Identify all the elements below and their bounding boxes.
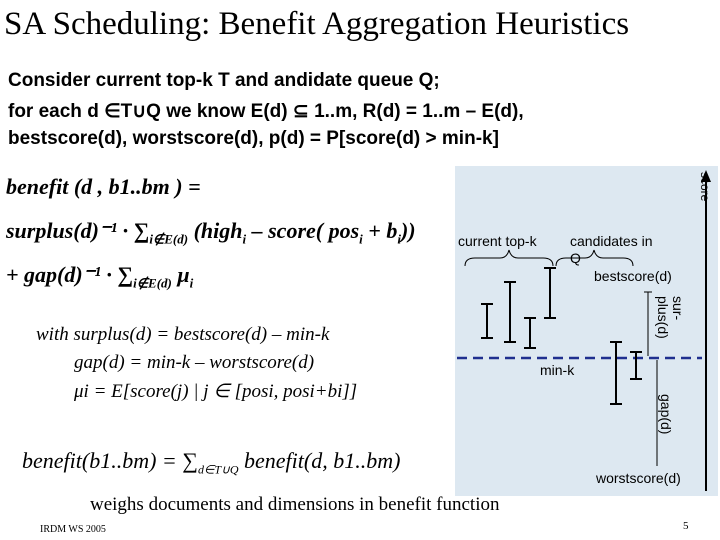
mu-definition: μi = E[score(j) | j ∈ [posi, posi+bi]] [74, 381, 358, 402]
bottom-statement: weighs documents and dimensions in benefit function [90, 494, 500, 515]
high-term: (high [193, 218, 243, 243]
intro-line-3: bestscore(d), worstscore(d), p(d) = P[score(d) > min-k] [8, 128, 499, 149]
gap-label: gap(d) [658, 394, 674, 435]
footer-course: IRDM WS 2005 [40, 524, 106, 535]
page-number: 5 [683, 520, 689, 532]
mu-term: μ [177, 262, 190, 287]
intro-line-1: Consider current top-k T and andidate queue Q; [8, 70, 440, 91]
score-term: – score( pos [246, 218, 360, 243]
surplus-label-1: sur- [670, 296, 686, 321]
benefit-formula-line-3 [6, 262, 193, 291]
interval-bar-4 [544, 268, 556, 318]
interval-bar-5 [610, 342, 622, 404]
pos-index: i [359, 231, 363, 247]
worstscore-label: worstscore(d) [596, 470, 681, 486]
min-k-label: min-k [540, 362, 575, 378]
gap-term: + gap(d)⁻¹ · ∑ [6, 262, 134, 287]
surplus-label-2: plus(d) [655, 296, 671, 339]
benefit-formula-line-2 [6, 218, 416, 247]
interval-bar-1 [481, 304, 493, 338]
total-benefit-right: benefit(d, b1..bm) [244, 448, 401, 473]
top-k-label: current top-k [458, 233, 537, 249]
total-benefit-sum-index: d∈T∪Q [197, 462, 239, 477]
closing-parens: )) [400, 218, 416, 243]
gap-definition: gap(d) = min-k – worstscore(d) [74, 352, 315, 373]
surplus-definition: with surplus(d) = bestscore(d) – min-k [36, 324, 330, 345]
benefit-formula-line-1 [6, 174, 201, 200]
gap-sum-index: i∉E(d) [133, 275, 172, 291]
b-index: i [397, 231, 401, 247]
surplus-term: surplus(d)⁻¹ · ∑ [6, 218, 150, 243]
high-index: i [242, 231, 247, 247]
candidates-label-2: Q [570, 250, 581, 266]
mu-index: i [189, 275, 194, 291]
interval-bar-3 [524, 318, 536, 348]
bestscore-label: bestscore(d) [594, 268, 672, 284]
total-benefit-formula [22, 448, 400, 477]
score-diagram [455, 166, 720, 496]
candidates-label-1: candidates in [570, 233, 653, 249]
interval-bar-2 [504, 282, 516, 342]
top-k-brace [465, 250, 553, 266]
total-benefit-left: benefit(b1..bm) = ∑ [22, 448, 198, 473]
interval-bar-6 [630, 352, 642, 379]
benefit-formula-text: benefit (d , b1..bm ) = [6, 174, 201, 199]
score-axis-label: score [698, 172, 712, 202]
surplus-sum-index: i∉E(d) [149, 231, 189, 247]
b-term: + b [362, 218, 398, 243]
candidates-brace [556, 250, 633, 266]
slide-title: SA Scheduling: Benefit Aggregation Heuristics [4, 6, 630, 42]
intro-line-2: for each d ∈T∪Q we know E(d) ⊆ 1..m, R(d) = 1..m – E(d), [8, 101, 524, 122]
